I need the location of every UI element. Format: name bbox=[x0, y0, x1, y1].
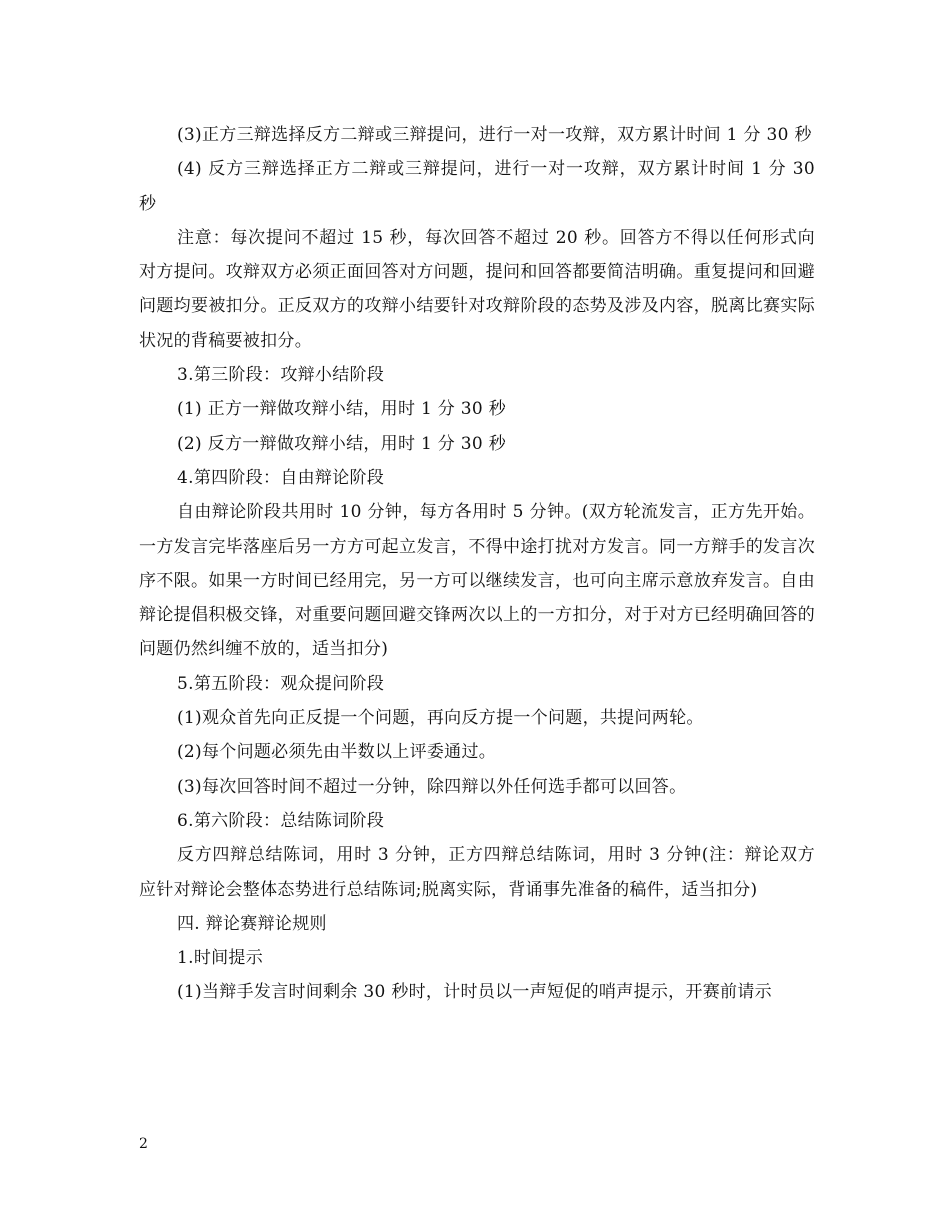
document-body bbox=[139, 118, 815, 1010]
paragraph-stage-5-item-2: (2)每个问题必须先由半数以上评委通过。 bbox=[177, 742, 497, 763]
section-heading-rules: 四. 辩论赛辩论规则 bbox=[177, 913, 327, 934]
section-heading-stage-4: 4.第四阶段：自由辩论阶段 bbox=[177, 467, 385, 488]
paragraph-closing-statement: 反方四辩总结陈词，用时 3 分钟，正方四辩总结陈词，用时 3 分钟(注：辩论双方应针对辩论会整体态势进行总结陈词;脱离实际，背诵事先准备的稿件，适当扣分) bbox=[139, 845, 815, 900]
paragraph-free-debate: 自由辩论阶段共用时 10 分钟，每方各用时 5 分钟。(双方轮流发言，正方先开始。一方发言完毕落座后另一方方可起立发言，不得中途打扰对方发言。同一方辩手的发言次序不限。如果一方时间已经用完，另一方可以继续发言，也可向主席示意放弃发言。自由辩论提倡积极交锋，对重要问题回避交锋两次以上的一方扣分，对于对方已经明确回答的问题仍然纠缠不放的，适当扣分) bbox=[139, 502, 815, 660]
subsection-heading-time-prompt: 1.时间提示 bbox=[177, 948, 264, 969]
paragraph-stage-3-item-1: (1) 正方一辩做攻辩小结，用时 1 分 30 秒 bbox=[177, 399, 507, 420]
section-heading-stage-5: 5.第五阶段：观众提问阶段 bbox=[177, 673, 385, 694]
paragraph-stage-3-item-2: (2) 反方一辩做攻辩小结，用时 1 分 30 秒 bbox=[177, 433, 507, 454]
page-number: 2 bbox=[139, 1136, 148, 1152]
paragraph-stage-5-item-1: (1)观众首先向正反提一个问题，再向反方提一个问题，共提问两轮。 bbox=[177, 708, 704, 729]
section-heading-stage-6: 6.第六阶段：总结陈词阶段 bbox=[177, 810, 385, 831]
paragraph-item-3-questioning: (3)正方三辩选择反方二辩或三辩提问，进行一对一攻辩，双方累计时间 1 分 30 秒 bbox=[177, 125, 812, 145]
section-heading-stage-3: 3.第三阶段：攻辩小结阶段 bbox=[177, 365, 385, 386]
paragraph-item-4-questioning: (4) 反方三辩选择正方二辩或三辩提问，进行一对一攻辩，双方累计时间 1 分 30 秒 bbox=[139, 159, 815, 214]
paragraph-stage-5-item-3: (3)每次回答时间不超过一分钟，除四辩以外任何选手都可以回答。 bbox=[177, 776, 687, 797]
paragraph-time-prompt-item-1: (1)当辩手发言时间剩余 30 秒时，计时员以一声短促的哨声提示，开赛前请示 bbox=[177, 982, 772, 1003]
paragraph-note: 注意：每次提问不超过 15 秒，每次回答不超过 20 秒。回答方不得以任何形式向对方提问。攻辩双方必须正面回答对方问题，提问和回答都要简洁明确。重复提问和回避问题均要被扣分。正反双方的攻辩小结要针对攻辩阶段的态势及涉及内容，脱离比赛实际状况的背稿要被扣分。 bbox=[139, 227, 815, 351]
